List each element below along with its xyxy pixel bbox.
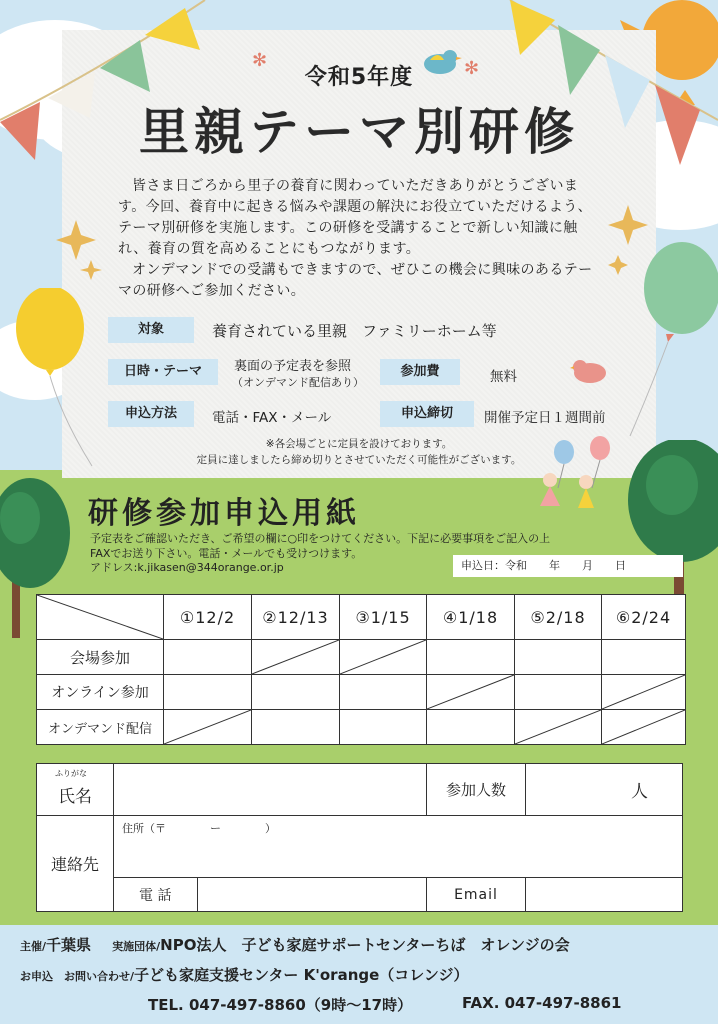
email-label: Email [427,878,526,912]
deadline-value: 開催予定日１週間前 [484,410,606,426]
fee-value: 無料 [490,369,517,385]
count-label: 参加人数 [427,764,526,816]
selection-cell[interactable] [602,640,686,675]
note-line-1: ※各会場ごとに定員を設けております。 [265,438,453,450]
diagonal-corner-cell [37,595,164,640]
selection-cell[interactable] [515,675,602,710]
session-header: ⑥2/24 [602,595,686,640]
sparkle-icon [56,220,106,280]
datetime-label: 日時・テーマ [108,359,218,385]
fax-number: FAX. 047-497-8861 [462,994,622,1012]
row-label-online: オンライン参加 [37,675,164,710]
session-header: ⑤2/18 [515,595,602,640]
count-input[interactable] [526,764,683,816]
crossed-cell [252,640,340,675]
online-row [37,675,686,710]
crossed-cell [340,640,427,675]
children-with-balloons-icon [530,436,620,526]
host-name: 千葉県 [46,936,92,954]
address-label: 住所（〒 ー ） [122,822,276,835]
address-input[interactable] [114,816,683,878]
contact-label: 連絡先 [37,816,114,912]
crossed-cell [515,710,602,745]
session-header: ③1/15 [340,595,427,640]
session-header-row [37,595,686,640]
selection-cell[interactable] [427,640,515,675]
phone-number: TEL. 047-497-8860（9時～17時） [148,996,413,1014]
selection-cell[interactable] [164,640,252,675]
count-unit: 人 [631,782,648,802]
crossed-cell [602,710,686,745]
session-header: ④1/18 [427,595,515,640]
phone-input[interactable] [197,878,426,912]
intro-text [118,176,604,302]
venue-row [37,640,686,675]
method-label: 申込方法 [108,401,194,427]
selection-cell[interactable] [252,675,340,710]
contact-line [20,964,469,985]
instructions-line-2: FAXでお送り下さい。電話・メールでも受けつけます。 [90,546,363,560]
name-row [37,764,683,816]
name-label-cell [37,764,114,816]
contact-center: 子ども家庭支援センター K'orange（コレンジ） [134,966,469,984]
intro-paragraph-1: 皆さま日ごろから里子の養育に関わっていただきありがとうございます。今回、養育中に起きる悩みや課題の解決にお役立ていただけるよう、テーマ別研修を実施します。この研修を受講することで新しい知識に触れ、養育の質を高めることにもつながります。 [118,178,593,257]
email-input[interactable] [526,878,683,912]
flower-icon: ✻ [464,58,480,79]
email-address: アドレス:k.jikasen@344orange.or.jp [90,561,284,574]
session-header: ②12/13 [252,595,340,640]
crossed-cell [164,710,252,745]
ondemand-row [37,710,686,745]
deadline-label: 申込締切 [380,401,474,427]
fee-label: 参加費 [380,359,460,385]
selection-cell[interactable] [515,640,602,675]
intro-paragraph-2: オンデマンドでの受講もできますので、ぜひこの機会に興味のあるテーマの研修へご参加ください。 [118,262,593,299]
method-value: 電話・FAX・メール [212,410,332,426]
applicant-info-table [36,763,683,912]
datetime-value: 裏面の予定表を参照 [234,359,352,374]
session-header: ①12/2 [164,595,252,640]
selection-cell[interactable] [427,710,515,745]
crossed-cell [427,675,515,710]
selection-cell[interactable] [252,710,340,745]
furigana-label: ふりがな [55,769,87,778]
target-value: 養育されている里親 ファミリーホーム等 [212,322,497,340]
address-row [37,816,683,878]
row-label-ondemand: オンデマンド配信 [37,710,164,745]
org-name: NPO法人 子ども家庭サポートセンターちば オレンジの会 [160,936,570,954]
fiscal-year: 令和5年度 [304,65,414,90]
selection-cell[interactable] [340,710,427,745]
green-balloon-icon [620,240,718,440]
name-input[interactable] [114,764,427,816]
flower-icon: ✻ [252,50,268,71]
contact-prefix: お申込 お問い合わせ/ [20,970,135,983]
form-title: 研修参加申込用紙 [88,496,360,531]
name-label: 氏名 [58,787,92,807]
instructions-line-1: 予定表をご確認いただき、ご希望の欄に○印をつけてください。下記に必要事項をご記入の上 [90,532,551,545]
phone-label: 電 話 [114,878,198,912]
row-label-venue: 会場参加 [37,640,164,675]
session-table [36,594,686,745]
phone-email-row [37,878,683,912]
selection-cell[interactable] [340,675,427,710]
host-line [20,934,570,955]
datetime-sub: （オンデマンド配信あり） [232,376,364,389]
note-line-2: 定員に達しましたら締め切りとさせていただく可能性がございます。 [196,454,522,466]
org-prefix: 実施団体/ [112,940,161,953]
page-title: 里親テーマ別研修 [139,103,579,161]
selection-cell[interactable] [164,675,252,710]
application-date-label: 申込日：令和 年 月 日 [461,559,626,572]
bird-icon [570,355,612,387]
host-prefix: 主催/ [20,940,47,953]
target-label: 対象 [108,317,194,343]
crossed-cell [602,675,686,710]
application-date-field[interactable] [453,555,683,577]
